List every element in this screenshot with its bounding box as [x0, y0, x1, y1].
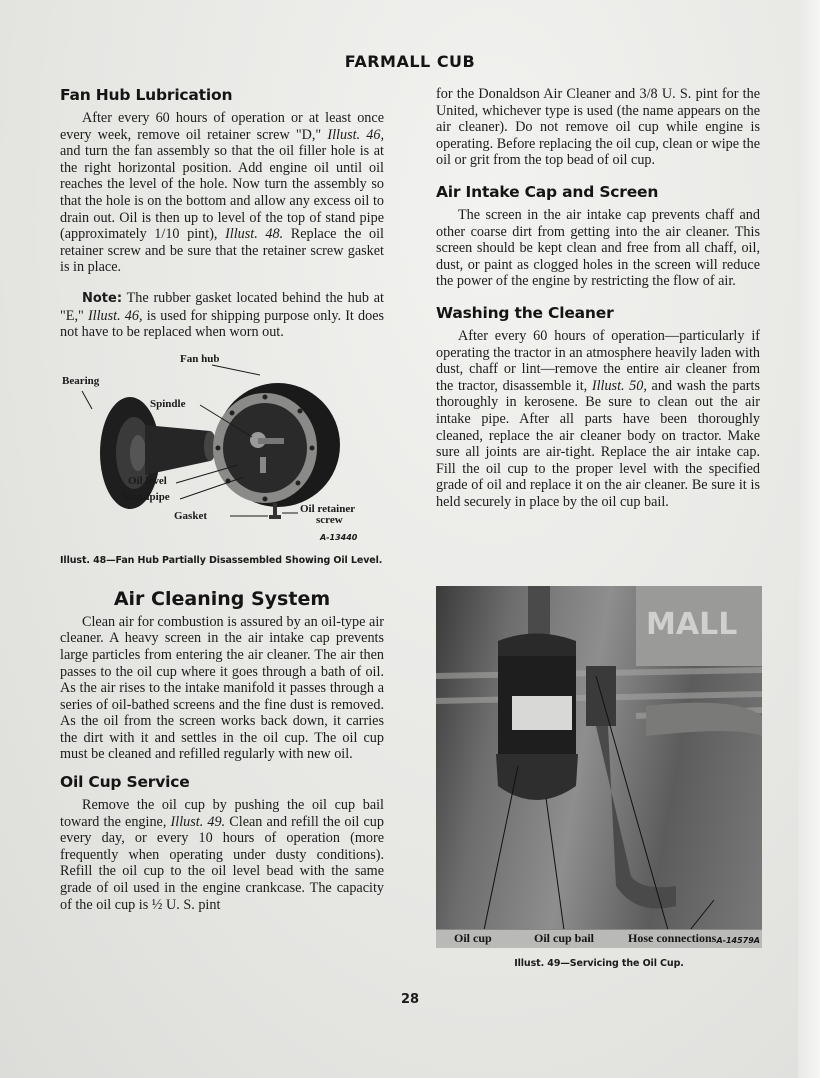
caption-illust-49: Illust. 49—Servicing the Oil Cup.: [514, 958, 684, 969]
label-screw: screw: [316, 513, 343, 526]
note-label: Note:: [82, 290, 123, 306]
page-edge: [798, 0, 820, 1078]
caption-illust-48: Illust. 48—Fan Hub Partially Disassembled Showing Oil Level.: [60, 554, 383, 566]
label-standpipe: Standpipe: [122, 490, 170, 503]
paragraph-washing: After every 60 hours of operation—particularly if operating the tractor in an atmosphere heavily laden with dust, chaff or lint—remove the entire air cleaner from the tractor, disassemble it, Illust. 50, and wash the parts thoroughly in kerosene. Be sure to clean out the air intake pipe. After all parts have been thoroughly cleaned, replace the air cleaner body on tractor. Make sure all joints are air-tight. Replace the air intake cap. Fill the oil cup to the proper level with the specified grade of oil and replace it on the air cleaner. Be sure it is held securely in place by the oil cup bail.: [436, 327, 760, 510]
label-hose-connections: Hose connections: [628, 931, 717, 945]
paragraph-fan-hub: After every 60 hours of operation or at least once every week, remove oil retainer screw "D," Illust. 46, and turn the fan assembly so that the oil filler hole is at the right horizontal position. Add engine oil until oil reaches the level of the hole. Now turn the assembly so that the hole is on the bottom and allow any excess oil to drain out. Oil is then up to level of the top of stand pipe (approximately 1/10 pint), Illust. 48. Replace the oil retainer screw and be sure that the retainer screw gasket is in place.: [60, 110, 384, 276]
heading-air-intake-cap: Air Intake Cap and Screen: [436, 182, 659, 201]
label-gasket: Gasket: [174, 509, 207, 522]
label-oil-level: Oil level: [128, 474, 167, 487]
illust-ref-46: Illust. 46,: [87, 307, 143, 324]
paragraph-air-intake: The screen in the air intake cap prevents chaff and other coarse dirt from getting into the air cleaner. This screen should be kept clean and free from all chaff, oil, dust, or paint as clogged holes in the screen will reduce the power of the engine by restricting the flow of air.: [436, 206, 760, 290]
label-oil-retainer: Oil retainer: [300, 502, 356, 515]
engine-brand-text: MALL: [646, 607, 738, 642]
label-fan-hub: Fan hub: [180, 352, 220, 365]
figure-code: A-13440: [320, 532, 358, 542]
paragraph-oil-cup-service: Remove the oil cup by pushing the oil cup bail toward the engine, Illust. 49. Clean and refill the oil cup every day, or every 10 hours of operation (more frequently when operating under dusty conditions). Refill the oil cup to the oil level bead with the same grade of oil used in the engine crankcase. The capacity of the oil cup is ½ U. S. pint: [60, 797, 384, 913]
running-head: FARMALL CUB: [344, 52, 476, 71]
illust-ref-48: Illust. 48.: [225, 226, 284, 243]
illust-ref-46: Illust. 46,: [327, 126, 384, 143]
figure-code: A-14579A: [716, 936, 760, 945]
illust-ref-49: Illust. 49.: [170, 813, 226, 830]
label-oil-cup-bail: Oil cup bail: [534, 931, 595, 945]
heading-air-cleaning-system: Air Cleaning System: [113, 587, 331, 610]
heading-oil-cup-service: Oil Cup Service: [60, 773, 190, 792]
paragraph-note: Note: The rubber gasket located behind the hub at "E," Illust. 46, is used for shipping purpose only. It does not have to be replaced when worn out.: [60, 289, 385, 341]
figure-48-fan-hub: [60, 353, 384, 549]
paragraph-continued: for the Donaldson Air Cleaner and 3/8 U. S. pint for the United, whichever type is used (the name appears on the air cleaner). Do not remove oil cup while engine is operating. Before replacing the oil cup, clean or wipe the oil or grit from the top bead of oil cup.: [436, 86, 760, 169]
left-column: [60, 86, 384, 913]
illust-ref-50: Illust. 50,: [591, 377, 647, 394]
label-oil-cup: Oil cup: [454, 931, 492, 945]
page-number: 28: [400, 992, 420, 1007]
right-column: [436, 86, 760, 510]
figure-49-oil-cup-photo: [436, 586, 762, 948]
paragraph-air-cleaning: Clean air for combustion is assured by an oil-type air cleaner. A heavy screen in the air intake cap prevents large particles from entering the air cleaner. The air then passes to the oil cup where it goes through a bath of oil. As the air rises to the intake manifold it passes through a series of oil-bathed screens and the fine dust is removed. As the oil from the screen works back down, it carries the dirt with it and settles in the oil cup. The oil cup must be cleaned and refilled regularly with new oil.: [60, 613, 384, 763]
label-spindle: Spindle: [150, 397, 186, 410]
heading-washing-cleaner: Washing the Cleaner: [436, 303, 614, 322]
label-bearing: Bearing: [62, 374, 100, 387]
heading-fan-hub-lubrication: Fan Hub Lubrication: [60, 86, 233, 104]
air-cleaner-photo: [436, 586, 762, 930]
